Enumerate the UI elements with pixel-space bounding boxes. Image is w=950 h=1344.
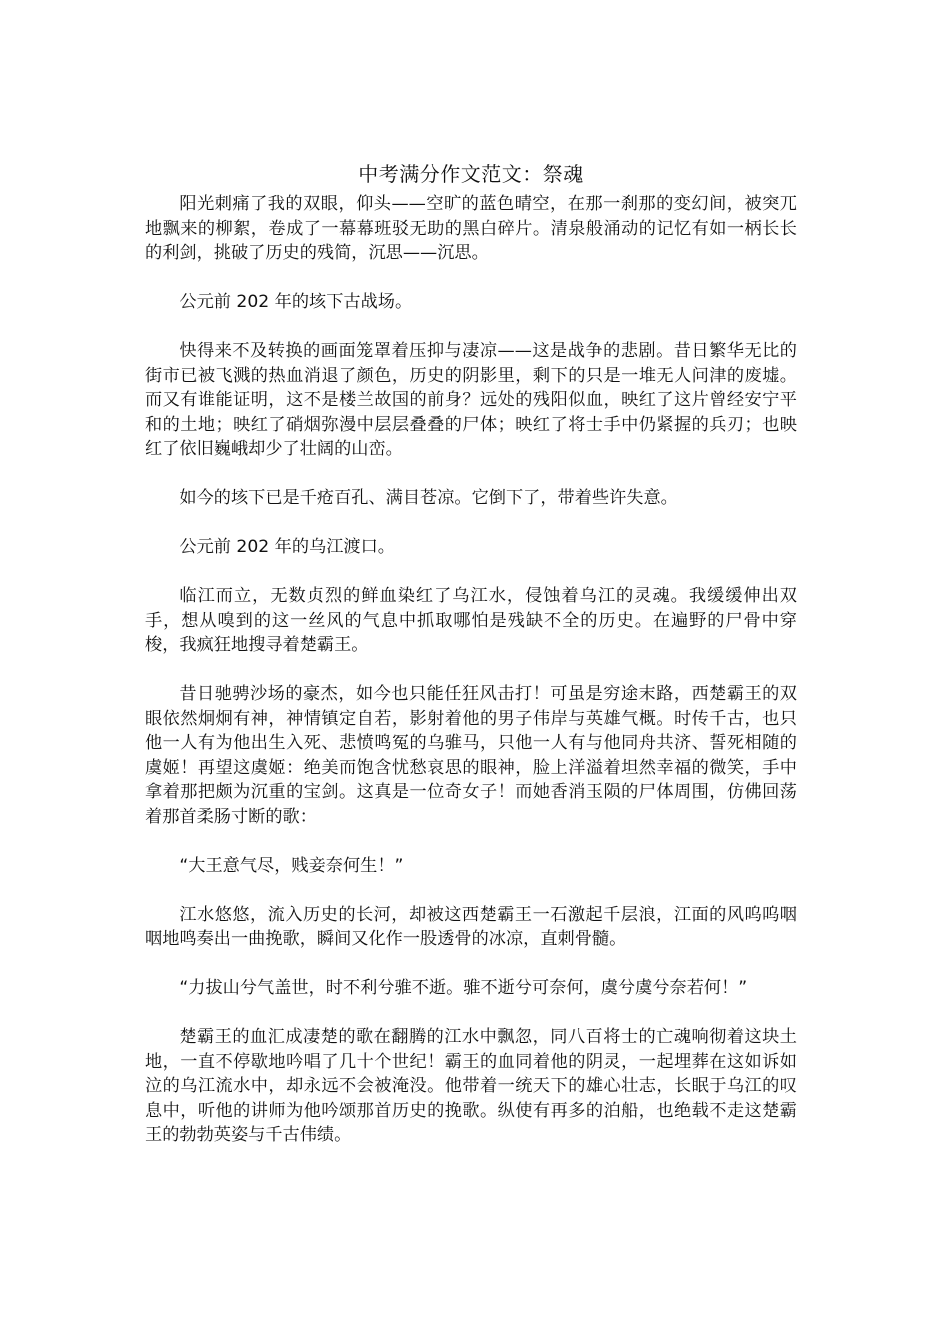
paragraph: 临江而立，无数贞烈的鲜血染红了乌江水，侵蚀着乌江的灵魂。我缓缓伸出双手，想从嗅到的这一丝风的气息中抓取哪怕是残缺不全的历史。在遍野的尸骨中穿梭，我疯狂地搜寻着楚霸王。 <box>145 586 797 655</box>
paragraph: 江水悠悠，流入历史的长河，却被这西楚霸王一石激起千层浪，江面的风呜呜咽咽地鸣奏出一曲挽歌，瞬间又化作一股透骨的冰凉，直刺骨髓。 <box>145 904 797 949</box>
paragraph: 如今的垓下已是千疮百孔、满目苍凉。它倒下了，带着些许失意。 <box>179 488 678 508</box>
paragraph: 快得来不及转换的画面笼罩着压抑与凄凉——这是战争的悲剧。昔日繁华无比的街市已被飞溅的热血消退了颜色，历史的阴影里，剩下的只是一堆无人问津的废墟。而又有谁能证明，这不是楼兰故国的前身？远处的残阳似血，映红了这片曾经安宁平和的土地；映红了硝烟弥漫中层层叠叠的尸体；映红了将士手中仍紧握的兵刃；也映红了依旧巍峨却少了壮阔的山峦。 <box>145 341 797 459</box>
paragraph: 公元前 202 年的垓下古战场。 <box>179 292 413 312</box>
paragraph: 阳光刺痛了我的双眼，仰头——空旷的蓝色晴空，在那一刹那的变幻间，被突兀地飘来的柳絮，卷成了一幕幕班驳无助的黑白碎片。清泉般涌动的记忆有如一柄长长的利剑，挑破了历史的残简，沉思——沉思。 <box>145 194 797 263</box>
page-title: 中考满分作文范文：祭魂 <box>358 162 584 186</box>
paragraph: “大王意气尽，贱妾奈何生！” <box>179 855 404 876</box>
document-page <box>145 160 797 1172</box>
paragraph: “力拔山兮气盖世，时不利兮骓不逝。骓不逝兮可奈何，虞兮虞兮奈若何！” <box>179 978 748 998</box>
paragraph: 公元前 202 年的乌江渡口。 <box>179 537 395 557</box>
paragraph: 楚霸王的血汇成凄楚的歌在翻腾的江水中飘忽，同八百将士的亡魂响彻着这块土地，一直不停歇地吟唱了几十个世纪！霸王的血同着他的阴灵，一起埋葬在这如诉如泣的乌江流水中，却永远不会被淹没。他带着一统天下的雄心壮志，长眠于乌江的叹息中，听他的讲师为他吟颂那首历史的挽歌。纵使有再多的泊船，也绝载不走这楚霸王的勃勃英姿与千古伟绩。 <box>145 1027 797 1145</box>
paragraph: 昔日驰骋沙场的豪杰，如今也只能任狂风击打！可虽是穷途末路，西楚霸王的双眼依然炯炯有神，神情镇定自若，影射着他的男子伟岸与英雄气概。时传千古，也只他一人有为他出生入死、悲愤鸣冤的乌骓马，只他一人有与他同舟共济、誓死相随的虞姬！再望这虞姬：绝美而饱含忧愁哀思的眼神，脸上洋溢着坦然幸福的微笑，手中拿着那把颇为沉重的宝剑。这真是一位奇女子！而她香消玉陨的尸体周围，仿佛回荡着那首柔肠寸断的歌： <box>145 684 797 827</box>
